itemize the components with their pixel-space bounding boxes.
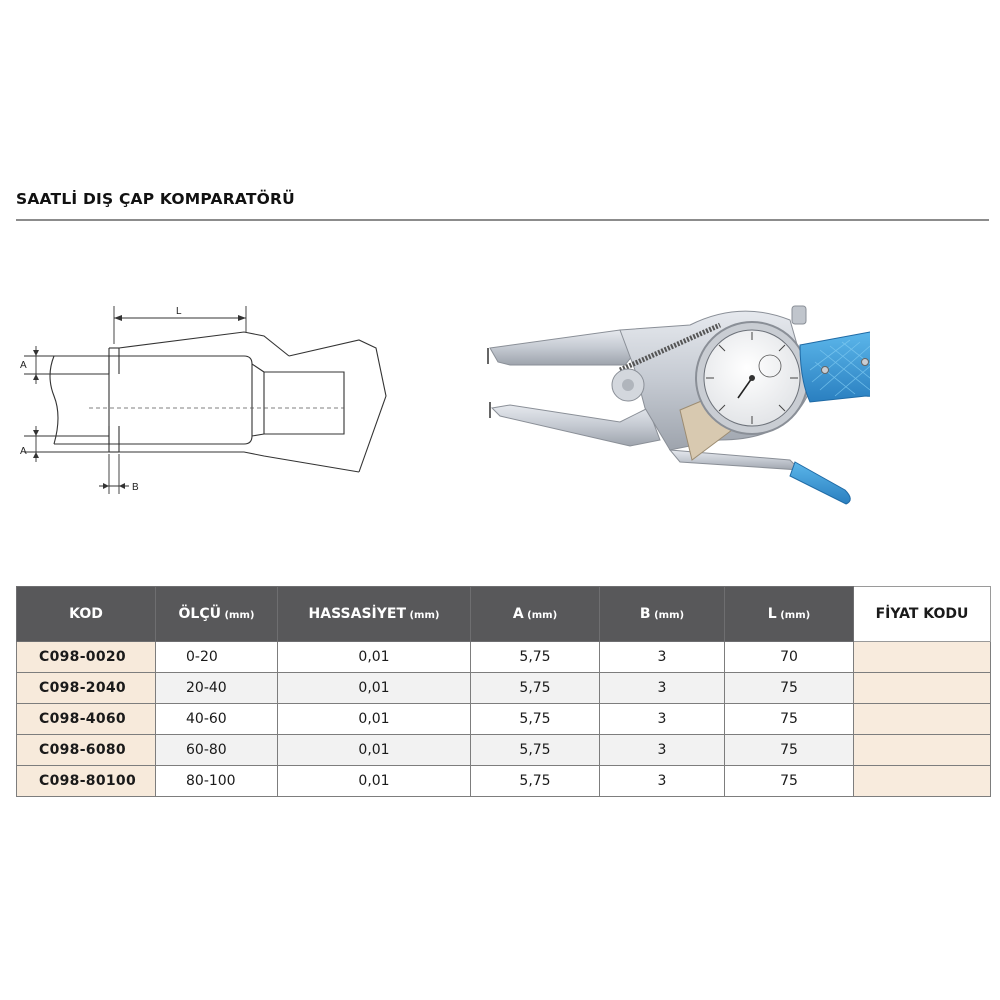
table-header-row [17, 587, 991, 642]
cell-kod: C098-6080 [17, 735, 156, 766]
page-title: SAATLİ DIŞ ÇAP KOMPARATÖRÜ [16, 190, 295, 208]
cell-a: 5,75 [471, 735, 600, 766]
cell-fiyat-kodu [854, 673, 991, 704]
cell-fiyat-kodu [854, 642, 991, 673]
header-olcu: ÖLÇÜ (mm) [156, 587, 278, 642]
cell-a: 5,75 [471, 673, 600, 704]
header-b: B (mm) [600, 587, 725, 642]
dim-label-a-lower: A [20, 446, 27, 457]
cell-olcu: 40-60 [156, 704, 278, 735]
header-hassasiyet: HASSASİYET (mm) [278, 587, 471, 642]
cell-hassasiyet: 0,01 [278, 735, 471, 766]
cell-olcu: 0-20 [156, 642, 278, 673]
cell-hassasiyet: 0,01 [278, 766, 471, 797]
cell-fiyat-kodu [854, 735, 991, 766]
table-row [17, 766, 991, 797]
cell-a: 5,75 [471, 766, 600, 797]
header-a: A (mm) [471, 587, 600, 642]
header-l: L (mm) [725, 587, 854, 642]
cell-fiyat-kodu [854, 704, 991, 735]
table-row [17, 642, 991, 673]
cell-b: 3 [600, 642, 725, 673]
cell-hassasiyet: 0,01 [278, 673, 471, 704]
cell-a: 5,75 [471, 704, 600, 735]
caliper-gauge-image [470, 290, 870, 520]
title-divider [16, 219, 989, 221]
cell-olcu: 20-40 [156, 673, 278, 704]
cell-olcu: 80-100 [156, 766, 278, 797]
cell-l: 75 [725, 704, 854, 735]
table-row [17, 704, 991, 735]
dim-label-l: L [176, 306, 182, 317]
cell-fiyat-kodu [854, 766, 991, 797]
cell-b: 3 [600, 766, 725, 797]
header-kod: KOD [17, 587, 156, 642]
cell-olcu: 60-80 [156, 735, 278, 766]
table-row [17, 735, 991, 766]
dim-label-a-upper: A [20, 360, 27, 371]
cell-b: 3 [600, 673, 725, 704]
header-fiyat-kodu: FİYAT KODU [854, 587, 991, 642]
cell-a: 5,75 [471, 642, 600, 673]
technical-diagram [14, 296, 394, 506]
cell-hassasiyet: 0,01 [278, 704, 471, 735]
table-row [17, 673, 991, 704]
cell-kod: C098-0020 [17, 642, 156, 673]
cell-l: 75 [725, 735, 854, 766]
cell-l: 75 [725, 766, 854, 797]
cell-l: 75 [725, 673, 854, 704]
cell-hassasiyet: 0,01 [278, 642, 471, 673]
cell-l: 70 [725, 642, 854, 673]
cell-b: 3 [600, 735, 725, 766]
cell-kod: C098-2040 [17, 673, 156, 704]
cell-kod: C098-4060 [17, 704, 156, 735]
cell-b: 3 [600, 704, 725, 735]
dim-label-b: B [132, 482, 139, 493]
cell-kod: C098-80100 [17, 766, 156, 797]
spec-table [16, 586, 991, 797]
